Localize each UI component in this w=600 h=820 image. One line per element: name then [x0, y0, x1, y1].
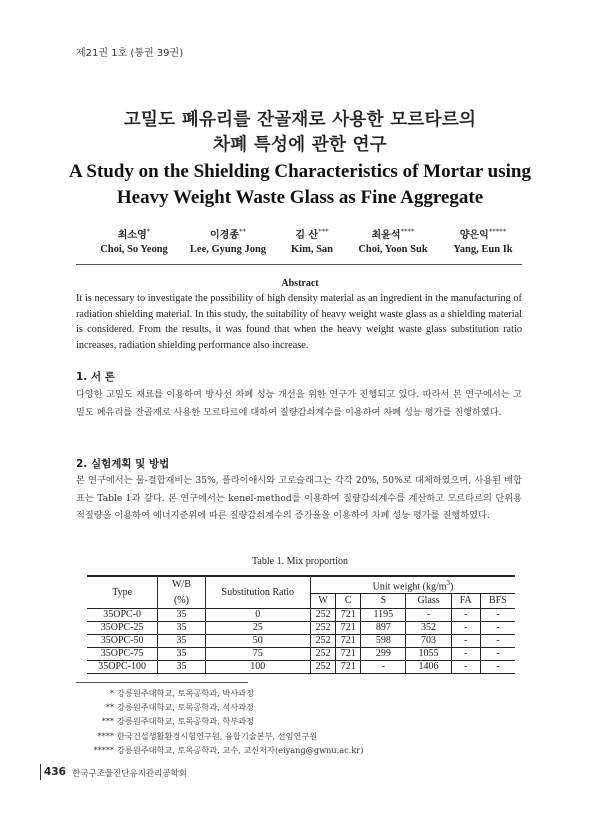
- author-name-en: Choi, Yoon Suk: [358, 244, 428, 255]
- table-cell: 35OPC-25: [87, 622, 158, 635]
- table-header-wb-unit: (%): [158, 594, 205, 609]
- table-cell: 35OPC-75: [87, 648, 158, 661]
- author-name-en: Yang, Eun Ik: [453, 244, 513, 255]
- table-row: [87, 609, 515, 622]
- table-cell: 721: [336, 609, 361, 622]
- table-cell: -: [451, 661, 480, 674]
- page-number: 436: [44, 766, 66, 778]
- table-cell: 897: [361, 622, 406, 635]
- footnote-divider: [76, 682, 248, 683]
- section-heading-method: 2. 실험계획 및 방법: [76, 458, 170, 470]
- issue-header: 제21권 1호 (통권 39권): [76, 48, 184, 59]
- footnote-mark: *: [109, 688, 114, 698]
- page-number-bar: [40, 764, 41, 780]
- author-5: [423, 226, 543, 255]
- table-cell: 721: [336, 622, 361, 635]
- table-subheader: C: [336, 594, 361, 609]
- author-mark: *****: [488, 227, 507, 236]
- table-cell: 252: [311, 609, 336, 622]
- table-cell: -: [361, 661, 406, 674]
- table-subheader: FA: [451, 594, 480, 609]
- table-subheader: W: [311, 594, 336, 609]
- table-cell: 35: [158, 648, 205, 661]
- table-cell: -: [480, 609, 515, 622]
- author-mark: **: [238, 227, 246, 236]
- section-text-method: 본 연구에서는 물-결합재비는 35%, 플라이애시와 고로슬래그는 각각 20%, 50%로 대체하였으며, 사용된 배합표는 Table 1과 같다. 본 연구에서는 kenel-method를 이용하여 질량감쇠계수를 계산하고 모르타르의 단위용적질량을 이용하여 에너지준위에 따른 질량감쇠계수의 증가율을 이용하여 차폐 성능 평가를 진행하였다.: [76, 475, 522, 521]
- section-text-introduction: 다양한 고밀도 재료를 이용하여 방사선 차폐 성능 개선을 위한 연구가 진행되고 있다. 따라서 본 연구에서는 고밀도 폐유리를 잔골재로 사용한 모르타르에 대하여 질량감쇠계수를 이용하여 차폐 성능 평가를 진행하였다.: [76, 389, 522, 418]
- table-cell: -: [480, 661, 515, 674]
- table-cell: 100: [205, 661, 310, 674]
- table-caption: Table 1. Mix proportion: [252, 556, 348, 567]
- author-mark: *: [146, 227, 151, 236]
- journal-name: 한국구조물진단유지관리공학회: [72, 769, 187, 779]
- table-row: [87, 661, 515, 674]
- footnote-text: 강릉원주대학교, 토목공학과, 석사과정: [117, 702, 254, 713]
- title-english-line1: A Study on the Shielding Characteristics of Mortar using: [68, 161, 531, 182]
- table-header-unit-weight: [311, 576, 515, 594]
- table-cell: 35OPC-50: [87, 635, 158, 648]
- table-cell: 35: [158, 622, 205, 635]
- footnote-text: 강릉원주대학교, 토목공학과, 박사과정: [117, 688, 254, 698]
- title-korean-line1: 고밀도 폐유리를 잔골재로 사용한 모르타르의: [123, 110, 477, 130]
- table-cell: -: [451, 622, 480, 635]
- table-cell: -: [451, 609, 480, 622]
- author-name-ko: 최소영: [117, 230, 147, 241]
- author-mark: ***: [318, 227, 329, 236]
- table-cell: 252: [311, 622, 336, 635]
- footnotes: [76, 686, 363, 757]
- mix-proportion-table: [87, 575, 515, 674]
- table-cell: 252: [311, 661, 336, 674]
- table-cell: 1406: [406, 661, 451, 674]
- table-cell: 352: [406, 622, 451, 635]
- table-header-ratio: Substitution Ratio: [205, 576, 310, 609]
- table-subheader: BFS: [480, 594, 515, 609]
- abstract-heading: Abstract: [281, 278, 319, 289]
- footnote-mark: *****: [93, 744, 114, 755]
- footnote-mark: **: [105, 702, 114, 713]
- table-cell: 1055: [406, 648, 451, 661]
- footnote-item: [76, 714, 363, 728]
- footnote-mark: ****: [97, 730, 114, 741]
- table-cell: 0: [205, 609, 310, 622]
- footnote-item: [76, 743, 363, 757]
- table-row: [87, 622, 515, 635]
- table-cell: 75: [205, 648, 310, 661]
- table-row: [87, 648, 515, 661]
- table-cell: 721: [336, 648, 361, 661]
- table-cell: -: [451, 648, 480, 661]
- footnote-text: 강릉원주대학교, 토목공학과, 학부과정: [117, 716, 254, 727]
- table-cell: 35OPC-0: [87, 609, 158, 622]
- author-name-en: Lee, Gyung Jong: [189, 244, 267, 255]
- author-name-en: Choi, So Yeong: [100, 244, 168, 255]
- author-mark: ****: [400, 227, 415, 236]
- table-cell: 721: [336, 661, 361, 674]
- table-cell: 1195: [361, 609, 406, 622]
- section-heading-introduction: 1. 서 론: [76, 371, 115, 383]
- table-cell: -: [480, 635, 515, 648]
- footnote-item: [76, 700, 363, 714]
- footnote-item: [76, 686, 363, 700]
- footnote-item: [76, 729, 363, 743]
- table-cell: 35OPC-100: [87, 661, 158, 674]
- abstract-text: It is necessary to investigate the possibility of high density material as an ingredient in the manufacturing of radiation shielding material. In this study, the suitability of heavy weight waste glass as a shielding material is considered. From the results, it was found that when the heavy weight waste glass substitution ratio increases, radiation shielding performance also increase.: [76, 293, 522, 351]
- footnote-text: 강릉원주대학교, 토목공학과, 교수, 교신저자(eiyang@gwnu.ac.kr): [117, 744, 364, 755]
- footnote-mark: ***: [101, 716, 114, 727]
- author-name-en: Kim, San: [290, 244, 333, 255]
- author-name-ko: 양은익: [459, 230, 489, 241]
- header-divider: [76, 264, 522, 265]
- table-cell: 598: [361, 635, 406, 648]
- table-cell: 703: [406, 635, 451, 648]
- table-cell: -: [406, 609, 451, 622]
- table-cell: -: [451, 635, 480, 648]
- table-row: [87, 635, 515, 648]
- table-header-type: Type: [87, 576, 158, 609]
- table-cell: -: [480, 648, 515, 661]
- author-name-ko: 이경종: [210, 230, 239, 241]
- table-cell: 721: [336, 635, 361, 648]
- author-name-ko: 김 산: [295, 230, 319, 241]
- table-subheader: S: [361, 594, 406, 609]
- unit-weight-exponent: 3: [446, 579, 451, 587]
- table-cell: 35: [158, 609, 205, 622]
- table-cell: 252: [311, 648, 336, 661]
- unit-weight-close: ): [450, 581, 454, 593]
- table-cell: 35: [158, 661, 205, 674]
- footnote-text: 한국건설생활환경시험연구원, 융합기술본부, 선임연구원: [117, 730, 318, 741]
- table-cell: 252: [311, 635, 336, 648]
- title-korean-line2: 차폐 특성에 관한 연구: [212, 135, 388, 155]
- table-cell: 299: [361, 648, 406, 661]
- table-cell: 35: [158, 635, 205, 648]
- table-header-wb: W/B: [158, 576, 205, 594]
- table-cell: -: [480, 622, 515, 635]
- unit-weight-label: Unit weight (kg/m: [372, 581, 447, 593]
- table-cell: 50: [205, 635, 310, 648]
- table-subheader: Glass: [406, 594, 451, 609]
- title-english-line2: Heavy Weight Waste Glass as Fine Aggregate: [116, 187, 484, 208]
- author-name-ko: 최윤석: [371, 230, 401, 241]
- table-cell: 25: [205, 622, 310, 635]
